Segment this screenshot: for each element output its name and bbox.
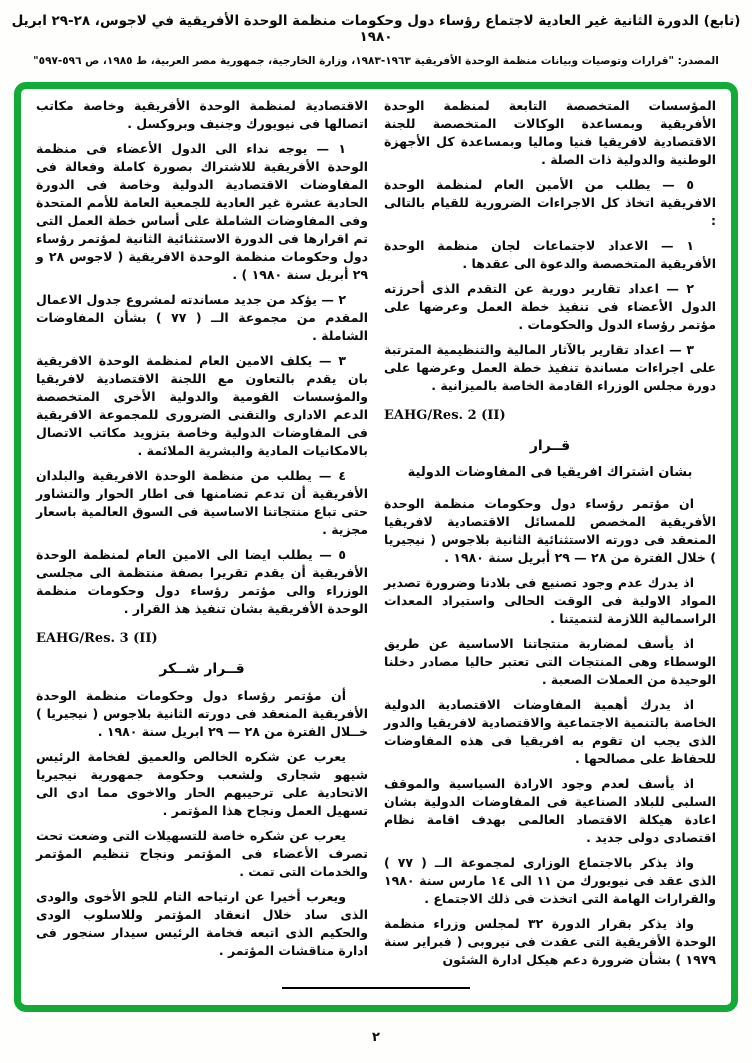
paragraph: يعرب عن شكره خاصة للتسهيلات التى وضعت تحت تصرف الأعضاء فى المؤتمر ونجاح تنظيم المؤتمر والخدمات التى تمت .	[36, 827, 368, 879]
section-heading: قــرار	[529, 437, 571, 454]
section-heading: بشان اشتراك افريقيا فى المفاوضات الدولية	[407, 464, 693, 480]
paragraph: ٢ — اعداد تقارير دورية عن التقدم الذى أحرزته الدول الأعضاء فى تنفيذ خطة العمل وعرضها على مؤتمر رؤساء الدول والحكومات .	[384, 281, 716, 332]
page-number: ٢	[372, 1030, 380, 1045]
resolution-label: EAHG/Res. 2 (II)	[384, 408, 506, 423]
resolution-label: EAHG/Res. 3 (II)	[36, 631, 158, 646]
paragraph: ان مؤتمر رؤساء دول وحكومات منظمة الوحدة الأفريقية المخصص للمسائل الاقتصادية لافريقيا المنعقد فى دورته الاستثنائية الثانية بلاجوس ( نيجيريا ) خلال الفترة من ٢٨ — ٢٩ أبريل سنة ١٩٨٠ .	[384, 495, 716, 565]
paragraph: واذ يذكر بالاجتماع الوزارى لمجموعة الــ ( ٧٧ ) الذى عقد فى نيويورك من ١١ الى ١٤ مارس سنة ١٩٨٠ والقرارات الهامة التى اتخذت فى ذلك الاجتماع .	[384, 854, 716, 906]
paragraph: ١ — يوجه نداء الى الدول الأعضاء فى منظمة الوحدة الأفريقية للاشتراك بصورة كاملة وفعالة فى المفاوضات الاقتصادية الدولية وخاصة فى الدورة الحادية عشرة غير العادية للجمعية العامة للأمم المتحدة وفى المفاوضات الشاملة على أساس خطة العمل التى تم اقرارها فى الدورة الاستثنائية الثانية لمؤتمر رؤساء دول وحكومات منظمة الوحدة الافريقية ( لاجوس ٢٨ و ٢٩ أبريل سنة ١٩٨٠ ) .	[36, 141, 368, 282]
page-border	[14, 82, 738, 1012]
page-header	[0, 13, 752, 67]
paragraph: أن مؤتمر رؤساء دول وحكومات منظمة الوحدة الأفريقية المنعقد فى دورته الثانية بلاجوس ( نيجيريا ) خــلال الفترة من ٢٨ — ٢٩ ابريل سنة ١٩٨٠ .	[36, 687, 368, 739]
paragraph: ٤ — يطلب من منظمة الوحدة الافريقية والبلدان الأفريقية أن تدعم تضامنها فى اطار الحوار والتشاور حتى تباع منتجاتنا الاساسية فى السوق العالمية باسعار مجزية .	[36, 468, 368, 537]
paragraph: ٥ — يطلب من الأمين العام لمنظمة الوحدة الافريقية اتخاذ كل الاجراءات الضرورية للقيام بالتالى :	[384, 177, 716, 228]
paragraph: اذ يأسف لعدم وجود الارادة السياسية والموقف السلبى للبلاد الصناعية فى المفاوضات الدولية بشان اعادة هيكلة الاقتصاد العالمى بهدف اقامة نظام اقتصادى دولى جديد .	[384, 775, 716, 845]
section-heading: قــرار شــكر	[159, 660, 245, 677]
paragraph: الاقتصادية لمنظمة الوحدة الأفريقية وخاصة مكاتب اتصالها فى نيويورك وجنيف وبروكسل .	[36, 98, 368, 131]
paragraph: المؤسسات المتخصصة التابعة لمنظمة الوحدة الأفريقية وبمساعدة الوكالات المتخصصة للجنة الاقتصادية لافريقيا فنيا وماليا وبمساعدة كل الأجهزة الوطنية والدولية ذات الصلة .	[384, 98, 716, 167]
paragraph: ٥ — يطلب ايضا الى الامين العام لمنظمة الوحدة الأفريقية أن يقدم تقريرا بصفة منتظمة الى مجلسى الوزراء والى مؤتمر رؤساء دول وحكومات منظمة الوحدة الأفريقية بشان تنفيذ هذ القرار .	[36, 547, 368, 616]
paragraph: اذ يدرك عدم وجود تصنيع فى بلادنا وضرورة تصدير المواد الاولية فى الوقت الحالى واستيراد المعدات الراسمالية اللازمة لتنميتنا .	[384, 574, 716, 626]
paragraph: ١ — الاعداد لاجتماعات لجان منظمة الوحدة الأفريقية المتخصصة والدعوة الى عقدها .	[384, 238, 716, 271]
header-title: (تابع) الدورة الثانية غير العادية لاجتماع رؤساء دول وحكومات منظمة الوحدة الأفريقية في لاجوس، ٢٨-٢٩ ابريل ١٩٨٠	[11, 13, 741, 45]
column-left	[36, 97, 368, 1005]
paragraph: ويعرب أخيرا عن ارتياحه التام للجو الأخوى والودى الذى ساد خلال انعقاد المؤتمر وللاسلوب الودى والحكيم الذى اتبعه فخامة الرئيس سيدار سنجور فى ادارة مناقشات المؤتمر .	[36, 888, 368, 958]
paragraph: اذ يدرك أهمية المفاوضات الاقتصادية الدولية الخاصة بالتنمية الاجتماعية والاقتصادية لافريقيا والدور الذى يجب ان تقوم به افريقيا فى هذه المفاوضات للحفاظ على مصالحها .	[384, 696, 716, 766]
paragraph: اذ يأسف لمضاربة منتجاتنا الاساسية عن طريق الوسطاء وهى المنتجات التى تعتبر حاليا مصادر دخلنا الوحيدة من العملات الصعبة .	[384, 635, 716, 687]
column-right	[384, 97, 716, 1005]
header-source: المصدر: "قرارات وتوصيات وبيانات منظمة الوحدة الأفريقية ١٩٦٣-١٩٨٣، وزارة الخارجية، جمهورية مصر العربية، ط ١٩٨٥، ص ٥٩٦-٥٩٧"	[33, 55, 719, 67]
footnote-rule	[282, 987, 470, 989]
paragraph: يعرب عن شكره الخالص والعميق لفخامة الرئيس شيهو شجارى ولشعب وحكومة جمهورية نيجيريا الاتحادية على ترحيبهم الحار والاخوى مما ادى الى تسهيل العمل ونجاح هذا المؤتمر .	[36, 748, 368, 818]
document-body	[21, 89, 731, 1005]
paragraph: ٣ — اعداد تقارير بالآثار المالية والتنظيمية المترتبة على اجراءات مساندة تنفيذ خطة العمل وعرضها على دورة مجلس الوزراء القادمة الخاصة بالميزانية .	[384, 342, 716, 393]
paragraph: ٢ — يؤكد من جديد مساندته لمشروع جدول الاعمال المقدم من مجموعة الــ ( ٧٧ ) بشأن المفاوضات الشاملة .	[36, 292, 368, 343]
paragraph: واذ يذكر بقرار الدورة ٣٢ لمجلس وزراء منظمة الوحدة الأفريقية التى عقدت فى نيروبى ( فبراير سنة ١٩٧٩ ) بشأن ضرورة دعم هيكل ادارة الشئون	[384, 915, 716, 967]
paragraph: ٣ — يكلف الامين العام لمنظمة الوحدة الافريقية بان يقدم بالتعاون مع اللجنة الاقتصادية لافريقيا والمؤسسات القومية والدولية الأخرى المتخصصة الدعم الادارى والتقنى الضرورى للمجموعة الافريقية فى المفاوضات الدولية وخاصة بتزويد مكاتب الاتصال بالامكانيات المادية والبشرية الملائمة .	[36, 353, 368, 458]
